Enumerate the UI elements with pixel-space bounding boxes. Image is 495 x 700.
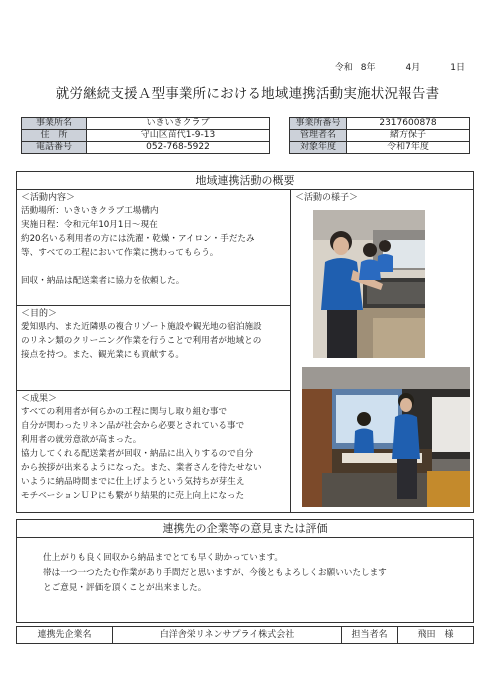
manager-label: 管理者名 <box>290 130 347 142</box>
date-era: 令和 <box>334 63 353 73</box>
purpose-divider <box>17 390 290 391</box>
evaluation-section <box>16 519 474 623</box>
address-value: 守山区苗代1-9-13 <box>87 130 270 142</box>
activity-line <box>21 260 255 274</box>
activity-line: 回収・納品は配送業者に協力を依頼した。 <box>21 276 185 286</box>
partner-footer <box>16 626 474 644</box>
purpose-line: のリネン類のクリーニング作業を行うことで利用者が地域との <box>21 336 262 346</box>
results-line: 利用者の就労意欲が高まった。 <box>21 435 142 445</box>
address-row <box>22 130 270 142</box>
fiscal-year-label: 対象年度 <box>290 142 347 154</box>
overview-section <box>16 171 474 513</box>
results-block <box>21 393 262 503</box>
date-month: 4月 <box>405 63 421 73</box>
contact-label: 担当者名 <box>342 626 398 644</box>
purpose-block <box>21 308 262 362</box>
evaluation-heading: 連携先の企業等の意見または評価 <box>17 520 473 538</box>
activity-photo-ironing <box>313 210 425 358</box>
evaluation-line: 仕上がりも良く回収から納品までとても早く助かっています。 <box>43 553 283 563</box>
facility-name-value: いきいきクラブ <box>87 118 270 130</box>
facility-name-row <box>22 118 270 130</box>
sorting-scene-illustration <box>302 367 470 507</box>
activity-line: 実施日程：令和元年10月1日～現在 <box>21 220 158 230</box>
results-line: から挨拶が出来るようになった。また、業者さんを待たせない <box>21 463 262 473</box>
date-year: 8年 <box>360 63 376 73</box>
overview-heading: 地域連携活動の概要 <box>17 172 473 190</box>
results-heading: ＜成果＞ <box>21 394 58 404</box>
address-label: 住 所 <box>22 130 87 142</box>
phone-row <box>22 142 270 154</box>
office-number-row <box>290 118 470 130</box>
purpose-line: 接点を持つ。また、観光業にも貢献する。 <box>21 350 184 360</box>
facility-name-label: 事業所名 <box>22 118 87 130</box>
activity-line: 等、すべての工程において作業に携わってもらう。 <box>21 248 219 258</box>
evaluation-line: 帯は一つ一つたたむ作業があり手間だと思いますが、今後ともよろしくお願いいたします <box>43 568 387 578</box>
results-line: いように納品時間までに仕上げようという気持ちが芽生え <box>21 477 245 487</box>
report-date <box>335 60 465 73</box>
office-number-value: 2317600878 <box>347 118 470 130</box>
results-line: 自分が関わったリネン品が社会から必要とされている事で <box>21 421 245 431</box>
phone-label: 電話番号 <box>22 142 87 154</box>
date-day: 1日 <box>450 63 465 73</box>
office-info-table <box>289 117 470 154</box>
partner-value: 白洋舎栄リネンサプライ株式会社 <box>113 626 342 644</box>
activity-photo-sorting <box>302 367 470 507</box>
ironing-scene-illustration <box>313 210 425 358</box>
report-title: 就労継続支援Ａ型事業所における地域連携活動実施状況報告書 <box>55 86 440 102</box>
activity-line: 活動場所：いきいきクラブ工場構内 <box>21 206 159 216</box>
manager-row <box>290 130 470 142</box>
scene-heading: ＜活動の様子＞ <box>295 193 359 203</box>
purpose-heading: ＜目的＞ <box>21 309 58 319</box>
facility-info-table <box>21 117 270 154</box>
phone-value: 052-768-5922 <box>87 142 270 154</box>
fiscal-year-row <box>290 142 470 154</box>
activity-block <box>21 192 255 288</box>
results-line: モチベーションＵＰにも繋がり結果的に売上向上になった <box>21 491 245 501</box>
manager-value: 緒方保子 <box>347 130 470 142</box>
office-number-label: 事業所番号 <box>290 118 347 130</box>
evaluation-line: とご意見・評価を頂くことが出来ました。 <box>43 583 207 593</box>
results-line: すべての利用者が何らかの工程に関与し取り組む事で <box>21 407 228 417</box>
activity-divider <box>17 305 290 306</box>
results-line: 協力してくれる配送業者が回収・納品に出入りするので自分 <box>21 449 254 459</box>
activity-heading: ＜活動内容＞ <box>21 193 76 203</box>
fiscal-year-value: 令和7年度 <box>347 142 470 154</box>
purpose-line: 愛知県内、また近隣県の複合リゾート施設や観光地の宿泊施設 <box>21 322 262 332</box>
activity-line: 約20名いる利用者の方には洗濯・乾燥・アイロン・手だたみ <box>21 234 255 244</box>
evaluation-body <box>43 551 387 596</box>
column-divider <box>290 189 291 512</box>
partner-label: 連携先企業名 <box>17 626 113 644</box>
contact-value: 飛田 様 <box>417 630 454 640</box>
